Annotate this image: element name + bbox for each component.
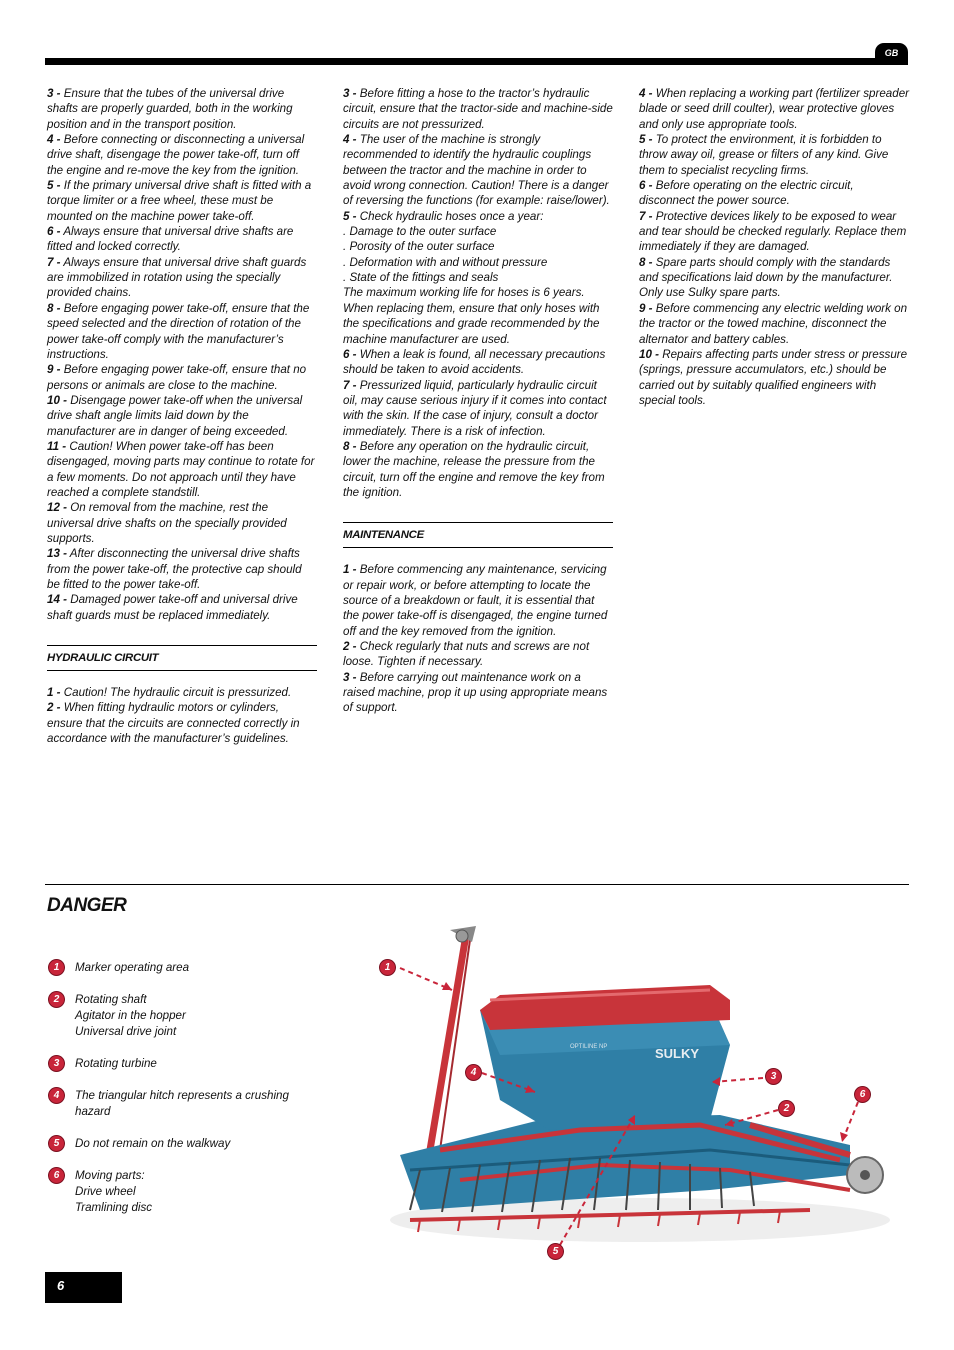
list-item bbox=[343, 132, 613, 209]
item-text: After disconnecting the universal drive shafts from the power take-off, the protective cap should be fitted to the power take-off. bbox=[47, 547, 302, 591]
list-item bbox=[47, 224, 317, 255]
item-number: 9 - bbox=[639, 301, 653, 315]
legend-line: Drive wheel bbox=[75, 1185, 136, 1198]
item-text: Before operating on the electric circuit, disconnect the power source. bbox=[639, 179, 854, 208]
list-item bbox=[343, 562, 613, 639]
item-number: 6 - bbox=[639, 179, 653, 193]
item-text: Spare parts should comply with the standards and specifications laid down by the manufacturer. Only use Sulky spare parts. bbox=[639, 255, 893, 300]
legend-line: Agitator in the hopper bbox=[75, 1009, 186, 1022]
list-item bbox=[343, 239, 613, 254]
item-number: 9 - bbox=[47, 363, 61, 377]
item-number: 10 - bbox=[639, 347, 659, 361]
item-text: Before engaging power take-off, ensure that no persons or animals are close to the machine. bbox=[47, 363, 307, 392]
hydraulic-list-cont bbox=[343, 86, 613, 500]
item-number: 2 - bbox=[343, 640, 357, 653]
item-text: Pressurized liquid, particularly hydraulic circuit oil, may cause serious injury if it comes into contact with the skin. If the case of injury, consult a doctor immediately. There is a risk of infection. bbox=[343, 378, 607, 438]
item-number: 11 - bbox=[47, 439, 67, 453]
list-item bbox=[639, 132, 909, 178]
callout-badge: 4 bbox=[49, 1088, 64, 1103]
item-text: Before fitting a hose to the tractor’s hydraulic circuit, ensure that the tractor-side and machine-side circuits are not pressurized. bbox=[343, 87, 613, 131]
list-item bbox=[47, 700, 317, 746]
list-item bbox=[639, 347, 909, 408]
callout-badge: 1 bbox=[380, 960, 395, 975]
item-number: 7 - bbox=[47, 255, 61, 269]
item-text: On removal from the machine, rest the universal drive shafts on the specially provided supports. bbox=[47, 501, 287, 545]
item-text: When a leak is found, all necessary precautions should be taken to avoid accidents. bbox=[343, 347, 606, 377]
item-text: The maximum working life for hoses is 6 years. When replacing them, ensure that only hoses with the specifications and grade recommended by the machine manufacturer are used. bbox=[343, 286, 600, 346]
item-text: If the primary universal drive shaft is fitted with a torque limiter or a free wheel, these must be mounted on the machine power take-off. bbox=[47, 179, 312, 223]
item-number: 1 - bbox=[343, 563, 357, 577]
legend-line: The triangular hitch represents a crushing bbox=[75, 1089, 289, 1102]
list-item bbox=[47, 546, 317, 592]
item-number: 8 - bbox=[343, 439, 357, 453]
item-text: Protective devices likely to be exposed to wear and tear should be checked regularly. Replace them immediately if they are damaged. bbox=[639, 209, 907, 254]
item-number: 8 - bbox=[639, 255, 653, 269]
legend-line: Rotating shaft bbox=[75, 993, 147, 1006]
list-item bbox=[47, 362, 317, 393]
list-item bbox=[47, 178, 317, 224]
item-number: 5 - bbox=[47, 179, 61, 193]
column-right bbox=[639, 86, 909, 408]
legend-line: Universal drive joint bbox=[75, 1025, 177, 1038]
list-item bbox=[47, 500, 317, 546]
seed-drill-drawing bbox=[380, 920, 910, 1250]
legend-line: Moving parts: bbox=[75, 1169, 145, 1182]
list-item bbox=[47, 301, 317, 362]
hydraulic-circuit-heading: HYDRAULIC CIRCUIT bbox=[47, 645, 317, 671]
item-number: 3 - bbox=[343, 87, 357, 100]
callout-badge: 6 bbox=[49, 1168, 64, 1183]
legend-line: Tramlining disc bbox=[75, 1201, 153, 1214]
item-text: Disengage power take-off when the universal drive shaft angle limits laid down by the manufacturer are in danger of being exceeded. bbox=[47, 393, 303, 438]
item-text: The user of the machine is strongly recommended to identify the hydraulic couplings between the tractor and the machine in order to avoid wrong connection. Caution! There is a danger of reversing the functions (for example: raise/lower). bbox=[343, 133, 610, 208]
item-text: Before commencing any maintenance, servicing or repair work, or before attempting to locate the source of a breakdown or fault, it is essential that the power take-off is disengaged, the engine turned off and the key removed from the ignition. bbox=[343, 563, 608, 638]
list-item bbox=[639, 209, 909, 255]
item-number: 14 - bbox=[47, 593, 67, 607]
item-text: Ensure that the tubes of the universal drive shafts are properly guarded, both in the working position and in the transport position. bbox=[47, 87, 293, 131]
item-number: 2 - bbox=[47, 701, 61, 715]
list-item bbox=[343, 270, 613, 285]
page-number: 6 bbox=[45, 1272, 122, 1303]
callout-badge: 2 bbox=[49, 992, 64, 1007]
item-text: Always ensure that universal drive shaft guards are immobilized in rotation using the specially provided chains. bbox=[47, 255, 307, 300]
list-item bbox=[47, 255, 317, 301]
item-text: Before any operation on the hydraulic circuit, lower the machine, release the pressure from the circuit, turn off the engine and remove the key from the ignition. bbox=[343, 439, 605, 499]
list-item bbox=[47, 393, 317, 439]
item-text: . Damage to the outer surface bbox=[343, 225, 497, 239]
list-item bbox=[343, 378, 613, 439]
item-text: Check regularly that nuts and screws are not loose. Tighten if necessary. bbox=[343, 640, 590, 669]
column-left bbox=[47, 86, 317, 746]
list-item bbox=[639, 255, 909, 301]
item-number: 12 - bbox=[47, 501, 67, 515]
legend-line: Rotating turbine bbox=[75, 1057, 157, 1070]
callout-badge: 1 bbox=[49, 960, 64, 975]
list-item bbox=[343, 209, 613, 224]
item-text: Always ensure that universal drive shafts are fitted and locked correctly. bbox=[47, 225, 294, 254]
legend-line: Do not remain on the walkway bbox=[75, 1137, 231, 1150]
callout-badge: 4 bbox=[466, 1065, 481, 1080]
item-number: 4 - bbox=[639, 87, 653, 100]
item-text: Before connecting or disconnecting a universal drive shaft, disengage the power take-off, turn off the engine and re-move the key from the ignition. bbox=[47, 133, 305, 177]
item-text: Caution! When power take-off has been disengaged, moving parts may continue to rotate for a few moments. Do not approach until they have reached a complete standstill. bbox=[47, 439, 315, 499]
list-item bbox=[343, 670, 613, 716]
item-number: 4 - bbox=[47, 133, 61, 147]
callout-badge: 2 bbox=[779, 1101, 794, 1116]
list-item bbox=[47, 439, 317, 500]
list-item bbox=[343, 224, 613, 239]
list-item bbox=[343, 347, 613, 378]
item-text: . Porosity of the outer surface bbox=[343, 240, 495, 254]
machine-brand-label: SULKY bbox=[655, 1046, 700, 1061]
item-text: . Deformation with and without pressure bbox=[343, 255, 548, 269]
item-number: 13 - bbox=[47, 547, 67, 561]
legend-line: Marker operating area bbox=[75, 961, 190, 974]
item-text: Before engaging power take-off, ensure that the speed selected and the direction of rotation of the power take-off comply with the manufacturer’s instructions. bbox=[47, 301, 310, 361]
machine-model-label: OPTILINE NP bbox=[570, 1044, 608, 1050]
item-number: 5 - bbox=[343, 209, 357, 223]
item-number: 6 - bbox=[343, 347, 357, 361]
item-number: 7 - bbox=[343, 378, 357, 392]
legend-line: hazard bbox=[75, 1105, 111, 1118]
item-number: 5 - bbox=[639, 133, 653, 147]
callout-badge: 5 bbox=[548, 1244, 563, 1259]
item-number: 10 - bbox=[47, 393, 67, 407]
list-item bbox=[639, 86, 909, 132]
item-text: Check hydraulic hoses once a year: bbox=[359, 209, 544, 223]
list-item bbox=[343, 285, 613, 346]
list-item bbox=[343, 86, 613, 132]
callout-badge: 3 bbox=[766, 1069, 781, 1084]
item-number: 3 - bbox=[47, 87, 61, 100]
item-number: 6 - bbox=[47, 225, 61, 239]
callout-badge: 6 bbox=[855, 1087, 870, 1102]
hydraulic-list bbox=[47, 685, 317, 746]
list-item bbox=[47, 592, 317, 623]
item-text: Repairs affecting parts under stress or pressure (springs, pressure accumulators, etc.) should be carried out by suitably qualified engineers with special tools. bbox=[639, 347, 908, 407]
item-text: Before commencing any electric welding work on the tractor or the towed machine, disconnect the alternator and battery cables. bbox=[639, 301, 908, 346]
section-divider bbox=[45, 884, 909, 885]
item-number: 4 - bbox=[343, 133, 357, 147]
item-number: 8 - bbox=[47, 301, 61, 315]
item-text: Caution! The hydraulic circuit is pressurized. bbox=[63, 686, 292, 700]
item-text: Before carrying out maintenance work on a raised machine, prop it up using appropriate means of support. bbox=[343, 670, 608, 715]
list-item bbox=[343, 439, 613, 500]
item-text: When fitting hydraulic motors or cylinders, ensure that the circuits are connected correctly in accordance with the manufacturer’s guidelines. bbox=[47, 701, 300, 746]
language-tab: GB bbox=[875, 43, 908, 65]
callout-badge: 5 bbox=[49, 1136, 64, 1151]
pto-list bbox=[47, 86, 317, 623]
item-number: 3 - bbox=[343, 670, 357, 684]
item-text: . State of the fittings and seals bbox=[343, 271, 499, 285]
danger-title: DANGER bbox=[47, 895, 127, 916]
list-item bbox=[47, 685, 317, 700]
item-number: 7 - bbox=[639, 209, 653, 223]
list-item bbox=[47, 132, 317, 178]
list-item bbox=[639, 301, 909, 347]
maintenance-list-cont bbox=[639, 86, 909, 408]
item-text: To protect the environment, it is forbidden to throw away oil, grease or filters of any kind. Give them to specialist recycling firms. bbox=[639, 133, 889, 177]
item-text: When replacing a working part (fertilizer spreader blade or seed drill coulter), wear protective gloves and only use appropriate tools. bbox=[639, 87, 910, 131]
seed-drill-illustration bbox=[380, 920, 910, 1257]
header-rule bbox=[45, 58, 908, 65]
list-item bbox=[343, 639, 613, 670]
item-text: Damaged power take-off and universal drive shaft guards must be replaced immediately. bbox=[47, 593, 298, 622]
callout-badge: 3 bbox=[49, 1056, 64, 1071]
list-item bbox=[47, 86, 317, 132]
item-number: 1 - bbox=[47, 686, 61, 700]
maintenance-list bbox=[343, 562, 613, 715]
maintenance-heading: MAINTENANCE bbox=[343, 522, 613, 548]
column-middle bbox=[343, 86, 613, 716]
list-item bbox=[343, 255, 613, 270]
list-item bbox=[639, 178, 909, 209]
